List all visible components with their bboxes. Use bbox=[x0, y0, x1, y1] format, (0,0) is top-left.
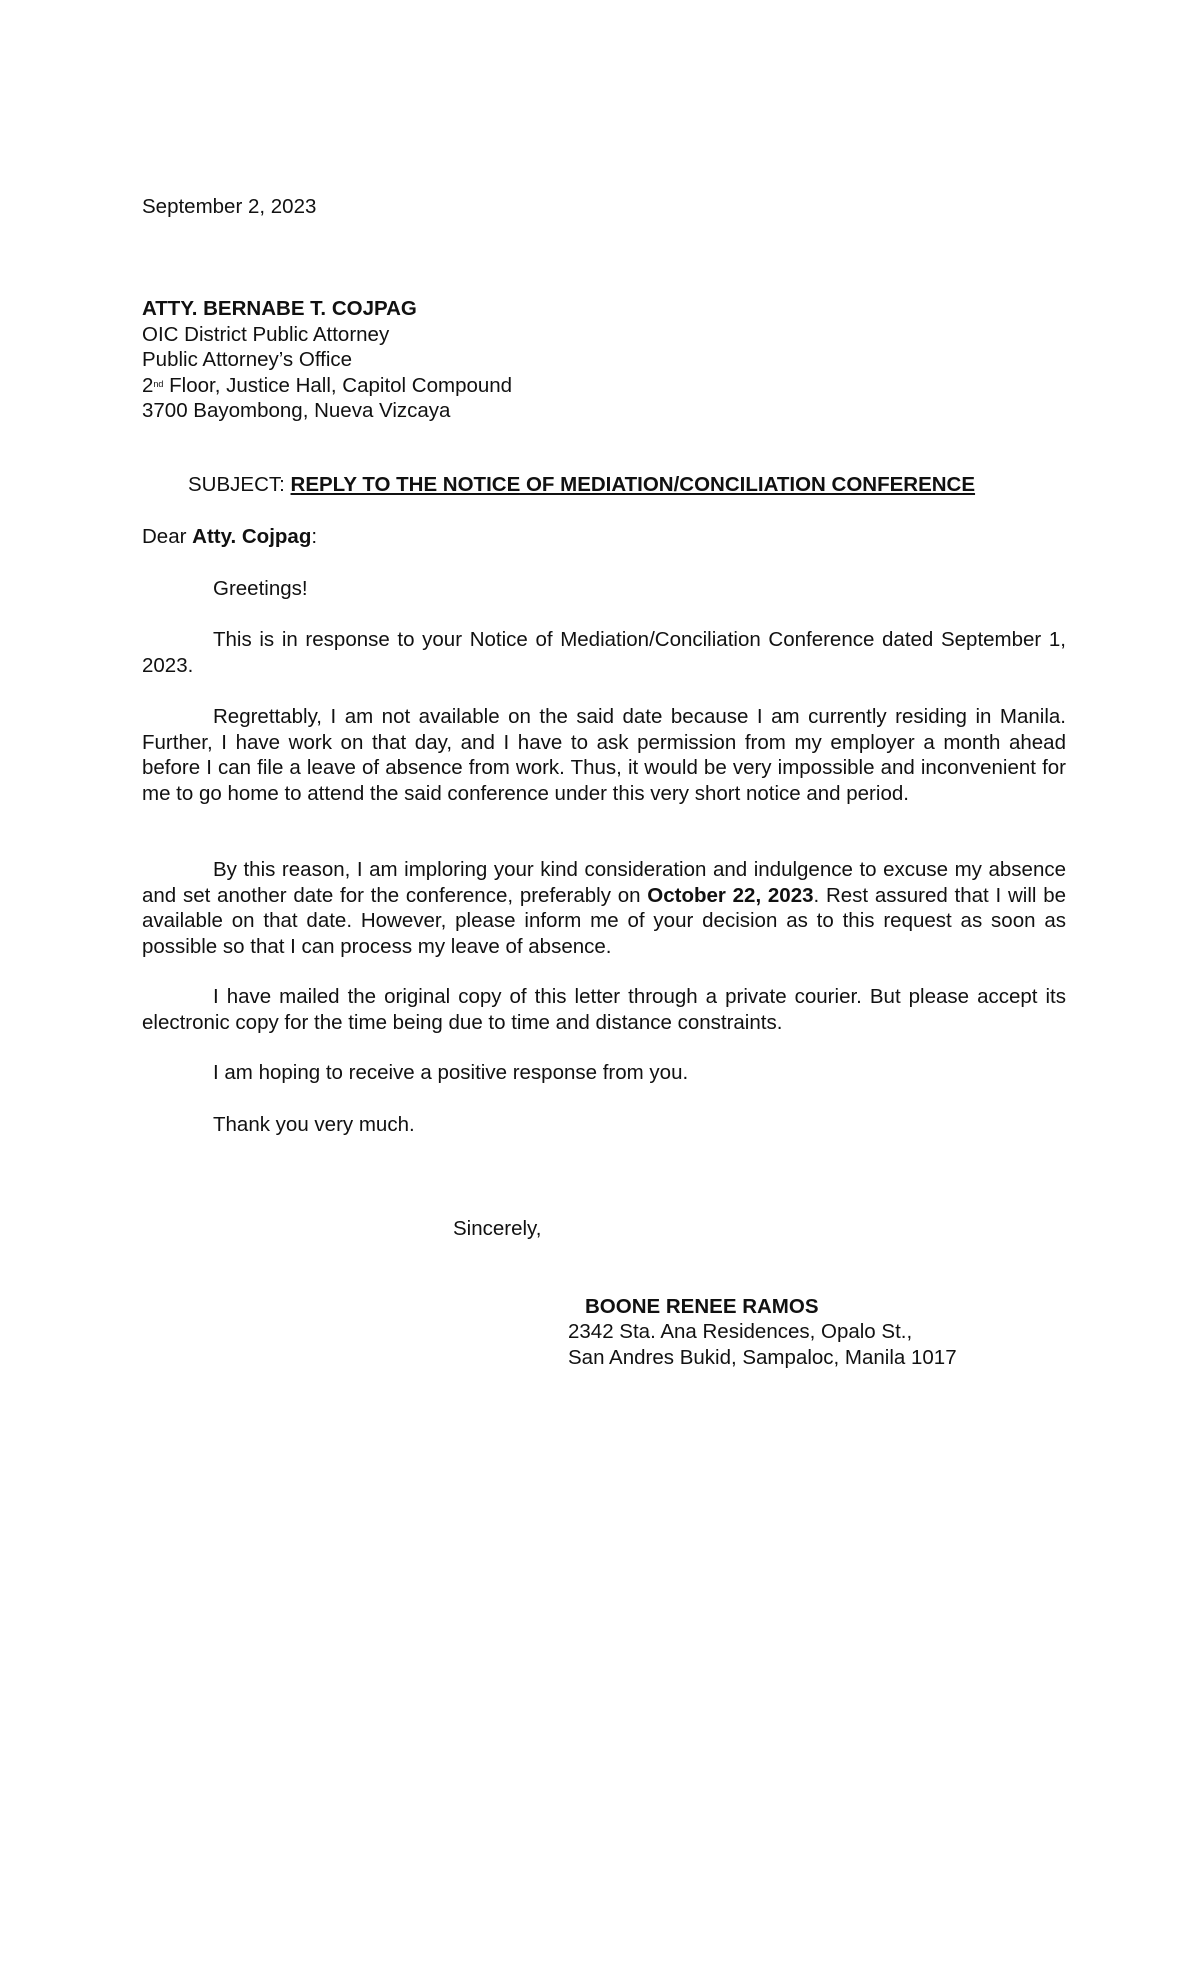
proposed-date: October 22, 2023 bbox=[647, 883, 814, 907]
recipient-floor-number: 2 bbox=[142, 373, 154, 397]
paragraph-request bbox=[142, 857, 1066, 959]
paragraph-hoping: I am hoping to receive a positive response from you. bbox=[213, 1061, 689, 1084]
salutation bbox=[142, 524, 317, 550]
letter-date: September 2, 2023 bbox=[142, 195, 317, 218]
paragraph-unavailable: Regrettably, I am not available on the said date because I am currently residing in Manila. Further, I have work on that day, and I have to ask permission from my employer a month ahead before I can file a leave of absence from work. Thus, it would be very impossible and inconvenient for me to go home to attend the said conference under this very short notice and period. bbox=[142, 705, 1066, 805]
recipient-floor-suffix: nd bbox=[153, 378, 164, 389]
paragraph-mailed: I have mailed the original copy of this letter through a private courier. But please accept its electronic copy for the time being due to time and distance constraints. bbox=[142, 985, 1066, 1034]
paragraph-response: This is in response to your Notice of Mediation/Conciliation Conference dated September 1, 2023. bbox=[142, 628, 1066, 677]
recipient-name: ATTY. BERNABE T. COJPAG bbox=[142, 297, 417, 320]
signer-name: BOONE RENEE RAMOS bbox=[585, 1295, 819, 1318]
signer-address-line-2: San Andres Bukid, Sampaloc, Manila 1017 bbox=[568, 1345, 957, 1369]
recipient-floor bbox=[142, 373, 512, 399]
signer-address bbox=[568, 1319, 957, 1370]
subject-title: REPLY TO THE NOTICE OF MEDIATION/CONCILIATION CONFERENCE bbox=[290, 473, 976, 496]
recipient-city: 3700 Bayombong, Nueva Vizcaya bbox=[142, 399, 451, 422]
paragraph-request-after: . Rest assured that I will be available on that date. However, please inform me of your decision as to this request as soon as possible so that I can process my leave of absence. bbox=[142, 883, 1066, 958]
recipient-title: OIC District Public Attorney bbox=[142, 322, 390, 346]
subject-label: SUBJECT: bbox=[188, 473, 291, 496]
subject-line bbox=[188, 472, 975, 498]
paragraph-thanks: Thank you very much. bbox=[213, 1113, 415, 1136]
signer-address-line-1: 2342 Sta. Ana Residences, Opalo St., bbox=[568, 1320, 913, 1343]
greeting: Greetings! bbox=[213, 577, 308, 600]
salutation-suffix: : bbox=[311, 525, 318, 548]
salutation-prefix: Dear bbox=[142, 525, 193, 548]
paragraph-request-before: By this reason, I am imploring your kind consideration and indulgence to excuse my absence and set another date for the conference, preferably on bbox=[142, 858, 1066, 907]
salutation-name: Atty. Cojpag bbox=[192, 525, 312, 548]
recipient-office: Public Attorney’s Office bbox=[142, 348, 353, 371]
recipient-block bbox=[142, 296, 512, 424]
closing: Sincerely, bbox=[453, 1217, 542, 1240]
recipient-floor-rest: Floor, Justice Hall, Capitol Compound bbox=[163, 373, 513, 397]
